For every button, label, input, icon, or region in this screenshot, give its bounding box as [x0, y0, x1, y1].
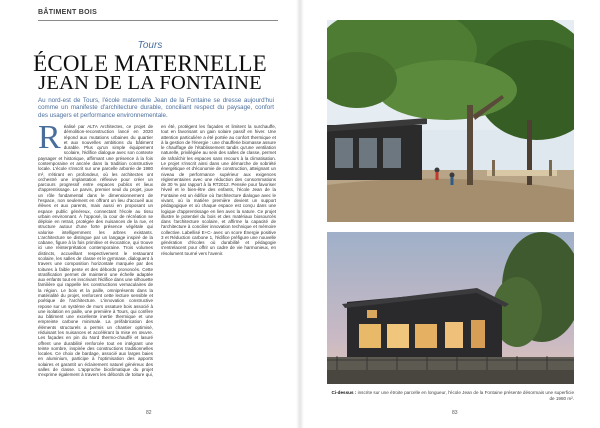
drop-cap: R — [38, 119, 61, 156]
caption-text: inscrite sur une étroite parcelle en longueur, l'école Jean de la Fontaine présente désormais une superficie de 1980 m². — [357, 390, 574, 401]
article-title-line-2: JEAN DE LA FONTAINE — [38, 72, 262, 94]
schoolyard-illustration — [327, 20, 574, 222]
photo-facade-dusk — [327, 232, 574, 384]
caption-label: Ci-dessus : — [331, 390, 357, 395]
facade-illustration — [327, 232, 574, 384]
page-number-right: 83 — [452, 410, 458, 416]
article-title-line-1: ÉCOLE MATERNELLE — [33, 51, 267, 76]
right-page — [300, 0, 600, 428]
header-rule — [38, 20, 278, 21]
page-number-left: 82 — [146, 410, 152, 416]
body-paragraph — [38, 119, 276, 382]
article-kicker: Tours — [137, 40, 163, 51]
article-lede: Au nord-est de Tours, l'école maternelle Jean de la Fontaine se dresse aujourd'hui comme un manifeste d'architecture durable, conciliant respect du paysage, confort des usagers et performance environnementale. — [38, 97, 274, 119]
body-text: éalisé par ALTA Architectes, ce projet de démolition-reconstruction lancé en 2020 répond aux mutations urbaines du quartier et aux nouvelles ambitions du bâtiment durable. Plus qu'un simple équipement scolaire, l'édifice dialogue avec son contexte paysager et historique, affirmant une présence à la fois contemporaine et ancrée dans la tradition constructive locale. L'école s'inscrit sur une parcelle arborée de 1980 m², s'étirant en profondeur, où les architectes ont orchestré une implantation réflexive pour créer un parcours progressif entre espaces publics et lieux d'apprentissage. Le parvis, premier seuil du projet, joue un rôle fondamental dans le dimensionnement de l'espace, non seulement en offrant un lieu d'accueil aux élèves et aux parents, mais aussi en proposant un espace public généreux, connectant l'école au tissu urbain environnant. À l'opposé, la cour de récréation se déploie en retrait, protégée des nuisances de la rue, et structure autour d'une forte présence végétale qui valorise intelligemment les arbres existants. L'architecture se distingue par un langage inspiré de la cabane, figure à la fois primitive et évocatrice, qui trouve ici une réinterprétation contemporaine. Trois volumes distincts, accueillant respectivement le restaurant scolaire, les salles de classe et le gymnase, dialoguent à travers une composition horizontale marquée par des toitures à faible pente et des débords prononcés. Cette stratification permet de maintenir une échelle adaptée aux enfants tout en inscrivant l'édifice dans une silhouette familière qui rappelle les constructions vernaculaires de la région. Le bois et la paille, omniprésents dans la matérialité du projet, renforcent cette lecture sensible et poétique de l'architecture. L'innovation constructive repose sur un système de murs ossature bois associé à une isolation en paille, une première à Tours, qui confère au bâtiment une excellente inertie thermique et une empreinte carbone minimale. La préfabrication des éléments structurels a permis un chantier optimisé, réduisant les nuisances et accélérant la mise en œuvre. Les façades en pin du Nord thermo-chauffé et lasuré offrent une durabilité renforcée tout en intégrant une teinte sombre, inspirée des constructions traditionnelles locales. Ce choix de bardage, associé aux larges baies en aluminium, participe à l'optimisation des apports solaires et garantit un éclairement naturel généreux des salles de classe. L'approche bioclimatique du projet s'exprime également à travers les débords de toiture qui, en été, protègent les façades et limitent la surchauffe, tout en favorisant un gain solaire passif en hiver. Une attention particulière a été portée au confort thermique et à la gestion de l'énergie : une chaufferie biomasse assure le chauffage de l'établissement tandis qu'une ventilation naturelle, privilégiée au sein des salles de classe, permet de rafraîchir les espaces sans recours à la climatisation. Le projet s'inscrit ainsi dans une démarche de sobriété énergétique et d'économie de construction, atteignant un niveau de performance supérieur aux exigences réglementaires avec une réduction des consommations de 30 % par rapport à la RT2012. Pensée pour favoriser l'éveil et le bien-être des enfants, l'école Jean de la Fontaine est un édifice où l'architecture dialogue avec le vivant, où la matière première devient un support pédagogique et où chaque espace est conçu dans une logique d'apprentissage en lien avec la nature. Ce projet illustre le potentiel du bois et des matériaux biosourcés dans l'architecture scolaire, et affirme la capacité de l'architecture à concilier innovation technique et mémoire collective. Labellisé E+C- avec un score Énergie positive 3 et Réduction carbone 1, l'édifice préfigure une nouvelle génération d'écoles où durabilité et pédagogie s'entrelacent pour offrir un cadre de vie harmonieux, en résolument tourné vers l'avenir. — [38, 124, 276, 378]
book-gutter — [296, 0, 304, 428]
photo-schoolyard — [327, 20, 574, 222]
photo-caption — [327, 390, 574, 401]
section-rubric: BÂTIMENT BOIS — [38, 9, 98, 16]
article-body — [38, 119, 276, 382]
